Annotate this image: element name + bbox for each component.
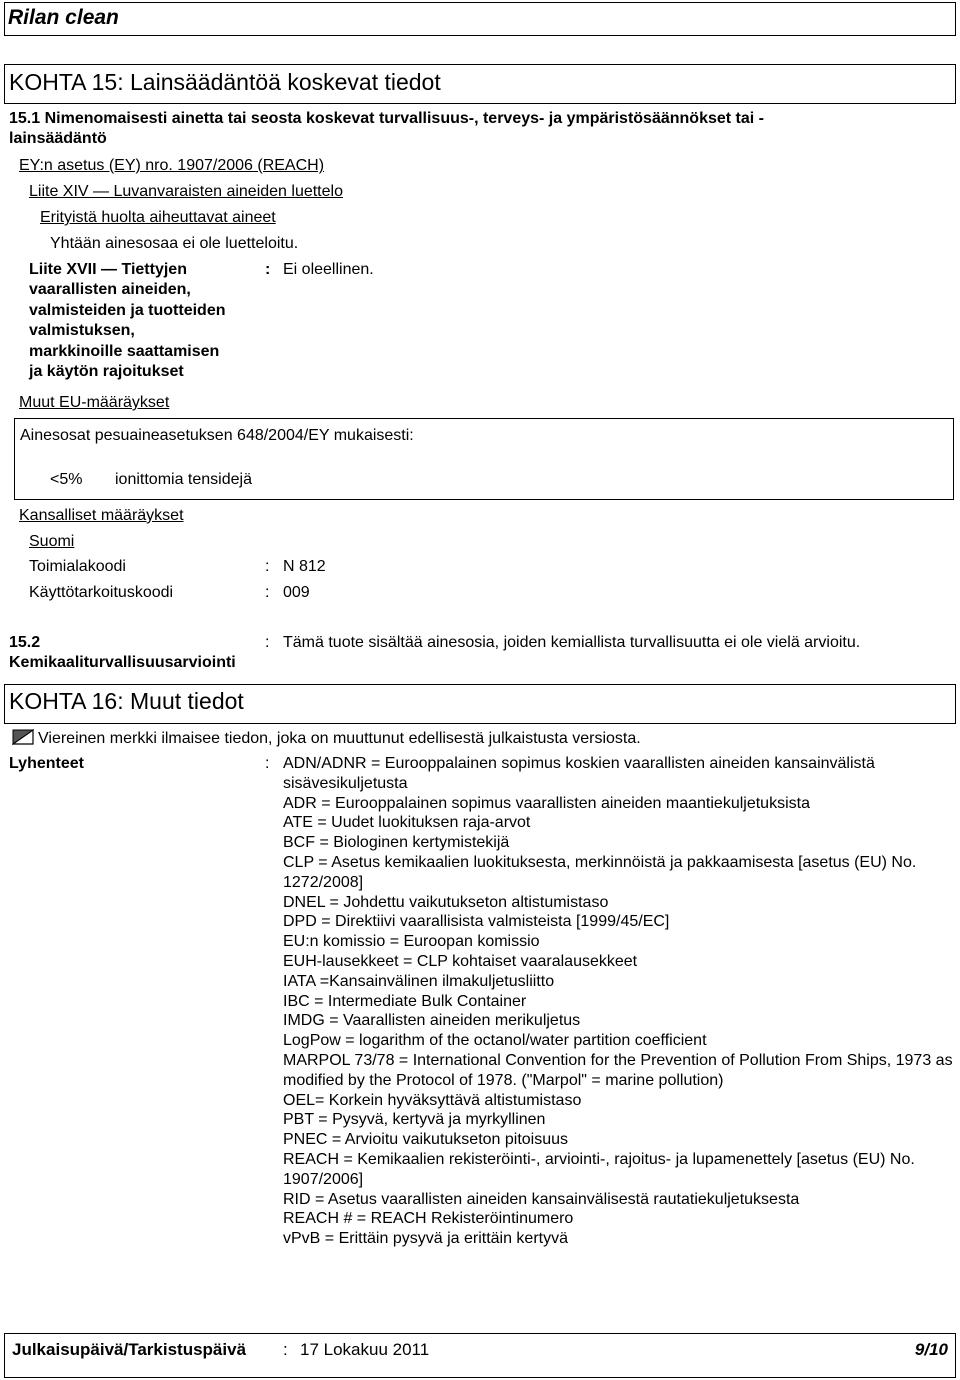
industry-code-colon: : [265, 558, 270, 575]
abbreviation-item: PNEC = Arvioitu vaikutukseton pitoisuus [283, 1131, 569, 1149]
abbreviation-item: IMDG = Vaarallisten aineiden merikuljetus [283, 1012, 581, 1030]
usage-code-colon: : [265, 584, 270, 601]
annex-xvii-line-2: vaarallisten aineiden, [29, 281, 191, 298]
page-number: 9/10 [914, 1340, 948, 1359]
usage-code-label: Käyttötarkoituskoodi [29, 584, 174, 601]
abbreviations-label: Lyhenteet [9, 755, 84, 772]
detergent-amount: <5% [50, 471, 83, 488]
annex-xvii-line-6: ja käytön rajoitukset [29, 363, 184, 380]
annex-xvii-colon: : [265, 261, 271, 278]
abbreviations-list [283, 754, 953, 1249]
footer-colon: : [283, 1340, 288, 1359]
subsection-15-2-value: Tämä tuote sisältää ainesosia, joiden kemiallista turvallisuutta ei ole vielä arvioitu. [283, 634, 861, 651]
abbreviation-item: EU:n komissio = Euroopan komissio [283, 933, 540, 951]
abbreviation-item: ADR = Eurooppalainen sopimus vaarallisten aineiden maantiekuljetuksista [283, 794, 810, 812]
abbreviation-item: IATA =Kansainvälinen ilmakuljetusliitto [283, 972, 555, 990]
abbreviation-item: DNEL = Johdettu vaikutukseton altistumistaso [283, 893, 609, 911]
annex-xvii-line-5: markkinoille saattamisen [29, 343, 220, 360]
abbreviation-item: IBC = Intermediate Bulk Container [283, 992, 527, 1010]
abbreviations-colon: : [265, 755, 270, 772]
change-marker-icon [12, 729, 34, 745]
country-heading: Suomi [29, 533, 75, 550]
abbreviation-item: LogPow = logarithm of the octanol/water partition coefficient [283, 1032, 707, 1050]
abbreviation-item: OEL= Korkein hyväksyttävä altistumistaso [283, 1091, 582, 1109]
change-note: Viereinen merkki ilmaisee tiedon, joka on muuttunut edellisestä julkaistusta versiosta. [38, 730, 641, 747]
detergent-heading: Ainesosat pesuaineasetuksen 648/2004/EY mukaisesti: [20, 427, 414, 444]
product-name: Rilan clean [8, 6, 119, 29]
abbreviation-item: PBT = Pysyvä, kertyvä ja myrkyllinen [283, 1111, 546, 1129]
national-heading: Kansalliset määräykset [19, 507, 184, 524]
subsection-15-2-colon: : [265, 634, 270, 651]
abbreviation-item: ATE = Uudet luokituksen raja-arvot [283, 814, 531, 832]
abbreviation-item: MARPOL 73/78 = International Convention for the Prevention of Pollution From Ships, 1973 as modified by the Protocol of 1978. ("Marpol" = marine pollution) [283, 1051, 953, 1089]
footer-date-label: Julkaisupäivä/Tarkistuspäivä [12, 1340, 247, 1359]
detergent-component: ionittomia tensidejä [115, 471, 252, 488]
section-15-title: KOHTA 15: Lainsäädäntöä koskevat tiedot [9, 69, 441, 95]
abbreviation-item: ADN/ADNR = Eurooppalainen sopimus koskien vaarallisten aineiden kansainvälistä sisävesikuljetusta [283, 755, 875, 792]
industry-code-label: Toimialakoodi [29, 558, 126, 575]
abbreviation-item: CLP = Asetus kemikaalien luokituksesta, merkinnöistä ja pakkaamisesta [asetus (EU) No. 1272/2008] [283, 853, 917, 891]
subsection-15-1-title-cont: lainsäädäntö [9, 130, 107, 147]
svhc-heading: Erityistä huolta aiheuttavat aineet [40, 209, 276, 226]
industry-code-value: N 812 [283, 558, 326, 575]
abbreviation-item: BCF = Biologinen kertymistekijä [283, 834, 510, 852]
other-eu-heading: Muut EU-määräykset [19, 394, 170, 411]
annex-xiv-heading: Liite XIV — Luvanvaraisten aineiden luettelo [29, 183, 343, 200]
annex-xvii-value: Ei oleellinen. [283, 261, 374, 278]
abbreviation-item: RID = Asetus vaarallisten aineiden kansainvälisestä rautatiekuljetuksesta [283, 1190, 800, 1208]
annex-xvii-line-1: Liite XVII — Tiettyjen [29, 261, 187, 278]
section-16-title: KOHTA 16: Muut tiedot [9, 688, 244, 714]
svhc-value: Yhtään ainesosaa ei ole luetteloitu. [50, 235, 299, 252]
abbreviation-item: vPvB = Erittäin pysyvä ja erittäin kertyvä [283, 1230, 568, 1248]
usage-code-value: 009 [283, 584, 310, 601]
annex-xvii-line-4: valmistuksen, [29, 322, 135, 339]
reach-regulation: EY:n asetus (EY) nro. 1907/2006 (REACH) [19, 157, 325, 174]
subsection-15-1-title: 15.1 Nimenomaisesti ainetta tai seosta koskevat turvallisuus-, terveys- ja ympäristösäännökset tai - [9, 110, 764, 127]
subsection-15-2-label: Kemikaaliturvallisuusarviointi [9, 654, 236, 671]
abbreviation-item: EUH-lausekkeet = CLP kohtaiset vaaralausekkeet [283, 952, 638, 970]
abbreviation-item: DPD = Direktiivi vaarallisista valmisteista [1999/45/EC] [283, 913, 670, 931]
annex-xvii-line-3: valmisteiden ja tuotteiden [29, 302, 226, 319]
abbreviation-item: REACH # = REACH Rekisteröintinumero [283, 1210, 574, 1228]
abbreviation-item: REACH = Kemikaalien rekisteröinti-, arviointi-, rajoitus- ja lupamenettely [asetus (EU) No. 1907/2006] [283, 1150, 915, 1188]
subsection-15-2-number: 15.2 [9, 634, 41, 651]
footer-date-value: 17 Lokakuu 2011 [300, 1340, 430, 1359]
header-box [4, 2, 956, 36]
